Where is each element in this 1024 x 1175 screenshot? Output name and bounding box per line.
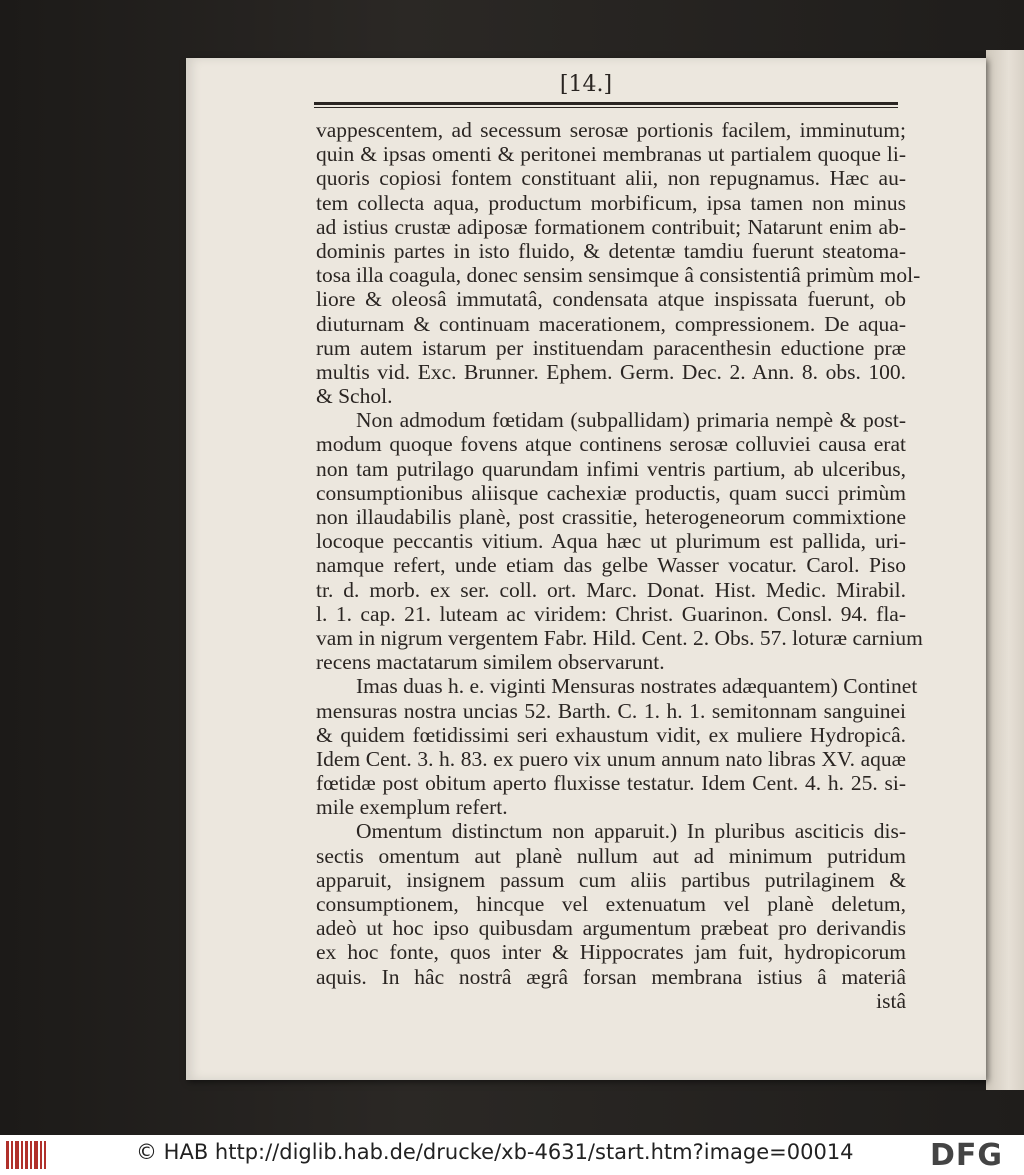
text-line: quoris copiosi fontem constituant alii, non repugnamus. Hæc au-	[316, 166, 906, 191]
dfg-logo: DFG	[930, 1138, 1004, 1173]
text-line: Idem Cent. 3. h. 83. ex puero vix unum annum nato libras XV. aquæ	[316, 746, 906, 771]
text-line: tosa illa coagula, donec sensim sensimque â consistentiâ primùm mol-	[316, 263, 921, 288]
text-line: consumptionem, hincque vel extenuatum vel planè deletum,	[316, 892, 906, 916]
text-line: apparuit, insignem passum cum aliis partibus putrilaginem &	[316, 867, 906, 892]
text-line: Imas duas h. e. viginti Mensuras nostrates adæquantem) Continet	[356, 674, 918, 699]
text-line: vappescentem, ad secessum serosæ portionis facilem, imminutum;	[316, 118, 906, 142]
copyright-url[interactable]: © HAB http://diglib.hab.de/drucke/xb-4631/start.htm?image=00014	[136, 1140, 854, 1164]
text-line: l. 1. cap. 21. luteam ac viridem: Christ. Guarinon. Consl. 94. fla-	[316, 601, 906, 626]
text-line: vam in nigrum vergentem Fabr. Hild. Cent. 2. Obs. 57. loturæ carnium	[316, 625, 923, 650]
text-line: adeò ut hoc ipso quibusdam argumentum præbeat pro derivandis	[316, 916, 906, 941]
text-line: istâ	[876, 988, 906, 1013]
text-line: & quidem fœtidissimi seri exhaustum vidit, ex muliere Hydropicâ.	[316, 722, 906, 747]
page-number: [14.]	[559, 72, 613, 97]
text-line: fœtidæ post obitum aperto fluxisse testatur. Idem Cent. 4. h. 25. si-	[316, 771, 906, 796]
text-line: mensuras nostra uncias 52. Barth. C. 1. h. 1. semitonnam sanguinei	[316, 698, 906, 723]
text-line: liore & oleosâ immutatâ, condensata atque inspissata fuerunt, ob	[316, 287, 906, 312]
text-line: rum autem istarum per instituendam paracenthesin eductione præ	[316, 335, 906, 360]
text-line: Omentum distinctum non apparuit.) In pluribus asciticis dis-	[356, 819, 906, 844]
barcode-icon	[6, 1141, 46, 1169]
book-page	[186, 58, 986, 1080]
text-line: quin & ipsas omenti & peritonei membranas ut partialem quoque li-	[316, 142, 906, 167]
text-line: namque refert, unde etiam das gelbe Wasser vocatur. Carol. Piso	[316, 553, 906, 578]
text-line: ad istius crustæ adiposæ formationem contribuit; Natarunt enim ab-	[316, 214, 906, 239]
next-page-edge	[986, 50, 1024, 1090]
text-line: multis vid. Exc. Brunner. Ephem. Germ. Dec. 2. Ann. 8. obs. 100.	[316, 359, 906, 384]
header-rule-thin	[314, 107, 898, 108]
text-line: ex hoc fonte, quos inter & Hippocrates jam fuit, hydropicorum	[316, 940, 906, 965]
header-rule	[314, 102, 898, 105]
text-line: locoque peccantis vitium. Aqua hæc ut plurimum est pallida, uri-	[316, 529, 906, 554]
text-line: non illaudabilis planè, post crassitie, heterogeneorum commixtione	[316, 505, 906, 529]
text-line: mile exemplum refert.	[316, 795, 508, 820]
text-line: dominis partes in isto fluido, & detentæ tamdiu fuerunt steatoma-	[316, 238, 906, 263]
text-line: diuturnam & continuam macerationem, compressionem. De aqua-	[316, 311, 906, 336]
body-text	[316, 118, 923, 1013]
text-line: consumptionibus aliisque cachexiæ productis, quam succi primùm	[316, 480, 906, 505]
text-line: non tam putrilago quarundam infimi ventris partium, ab ulceribus,	[316, 456, 906, 481]
text-line: aquis. In hâc nostrâ ægrâ forsan membrana istius â materiâ	[316, 964, 906, 989]
text-line: sectis omentum aut planè nullum aut ad minimum putridum	[316, 843, 906, 868]
viewer-footer	[0, 1135, 1024, 1175]
text-line: tr. d. morb. ex ser. coll. ort. Marc. Donat. Hist. Medic. Mirabil.	[316, 577, 906, 602]
text-line: & Schol.	[316, 384, 393, 409]
text-line: Non admodum fœtidam (subpallidam) primaria nempè & post-	[356, 408, 906, 433]
text-line: tem collecta aqua, productum morbificum, ipsa tamen non minus	[316, 190, 906, 215]
text-line: modum quoque fovens atque continens serosæ colluviei causa erat	[316, 432, 906, 457]
text-line: recens mactatarum similem observarunt.	[316, 650, 665, 675]
